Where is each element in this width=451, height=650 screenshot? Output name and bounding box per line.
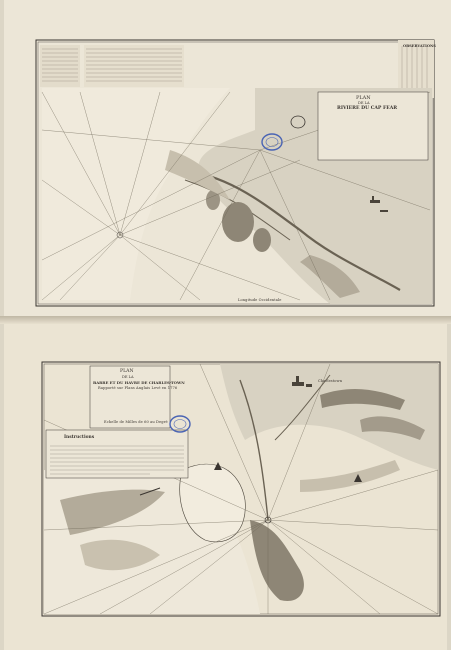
town-label: Charlestown bbox=[318, 379, 343, 383]
bottom-shoal-1 bbox=[250, 520, 304, 601]
top-side-note-title: OBSERVATIONS bbox=[403, 44, 436, 48]
bottom-title-line-3: BARRE ET DU HAVRE DE CHARLES-TOWN bbox=[93, 380, 185, 385]
instructions-title: Instructions bbox=[64, 435, 95, 440]
bottom-subtitle: Rapporté sur Plans Anglais Levé en 1776 bbox=[98, 386, 178, 390]
charleston-map bbox=[42, 362, 440, 616]
top-shoal-2 bbox=[253, 228, 271, 252]
top-text-block-1 bbox=[40, 45, 80, 87]
top-title-box bbox=[318, 92, 428, 160]
top-text-block-2 bbox=[84, 45, 184, 87]
bottom-title-line-2: DE LA bbox=[122, 375, 134, 379]
top-title-line-2: DE LA bbox=[358, 101, 370, 105]
bottom-scale-label: Echelle de Milles de 60 au Degré bbox=[104, 420, 168, 424]
top-title-line-3: RIVIERE DU CAP FEAR bbox=[337, 106, 398, 111]
bottom-title-line-1: PLAN bbox=[120, 369, 134, 374]
library-stamp-bottom bbox=[170, 416, 190, 432]
top-title-line-1: PLAN bbox=[356, 95, 371, 101]
top-shoal-1 bbox=[222, 202, 254, 242]
top-bottom-label: Longitude Occidentale bbox=[238, 298, 282, 302]
cape-fear-map bbox=[36, 40, 434, 306]
